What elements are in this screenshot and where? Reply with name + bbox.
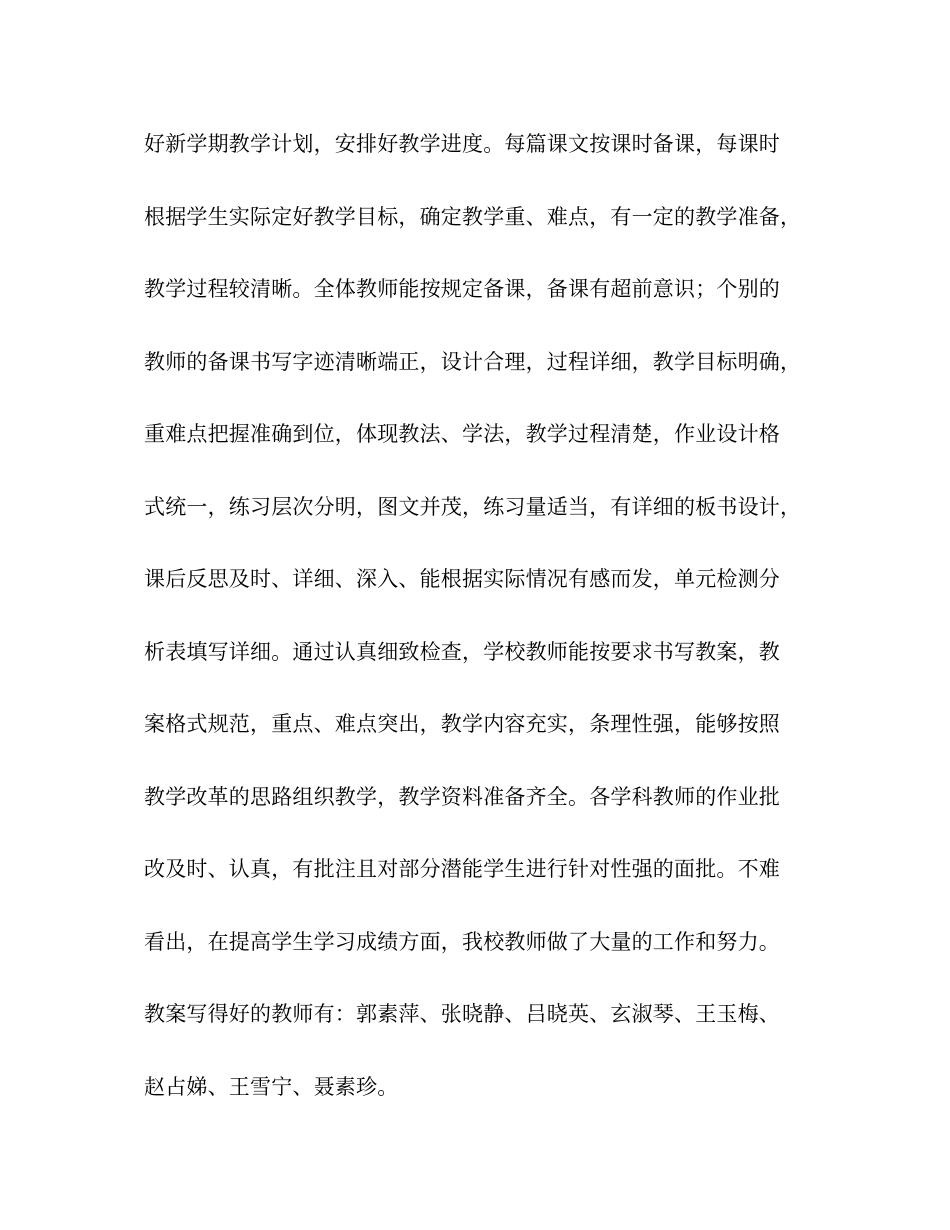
text-line: 案格式规范，重点、难点突出，教学内容充实，条理性强，能够按照	[144, 712, 780, 736]
text-line: 看出，在提高学生学习成绩方面，我校教师做了大量的工作和努力。	[144, 929, 780, 954]
text-line: 教学改革的思路组织教学，教学资料准备齐全。各学科教师的作业批	[144, 784, 780, 809]
text-line: 教案写得好的教师有：郭素萍、张晓静、吕晓英、玄淑琴、王玉梅、	[144, 1002, 780, 1026]
text-line: 式统一，练习层次分明，图文并茂，练习量适当，有详细的板书设计，	[144, 494, 802, 519]
text-line: 赵占娣、王雪宁、聂素珍。	[144, 1074, 399, 1099]
text-line: 教学过程较清晰。全体教师能按规定备课，备课有超前意识；个别的	[144, 277, 780, 301]
text-line: 根据学生实际定好教学目标，确定教学重、难点，有一定的教学准备，	[144, 204, 802, 229]
text-line: 析表填写详细。通过认真细致检查，学校教师能按要求书写教案，教	[144, 639, 780, 664]
text-line: 教师的备课书写字迹清晰端正，设计合理，过程详细，教学目标明确，	[144, 349, 802, 374]
text-line: 改及时、认真，有批注且对部分潜能学生进行针对性强的面批。不难	[144, 857, 780, 881]
text-line: 课后反思及时、详细、深入、能根据实际情况有感而发，单元检测分	[144, 567, 780, 591]
text-line: 重难点把握准确到位，体现教法、学法，教学过程清楚，作业设计格	[144, 422, 780, 446]
text-line: 好新学期教学计划，安排好教学进度。每篇课文按课时备课，每课时	[144, 132, 780, 156]
body-paragraph	[144, 124, 814, 1139]
